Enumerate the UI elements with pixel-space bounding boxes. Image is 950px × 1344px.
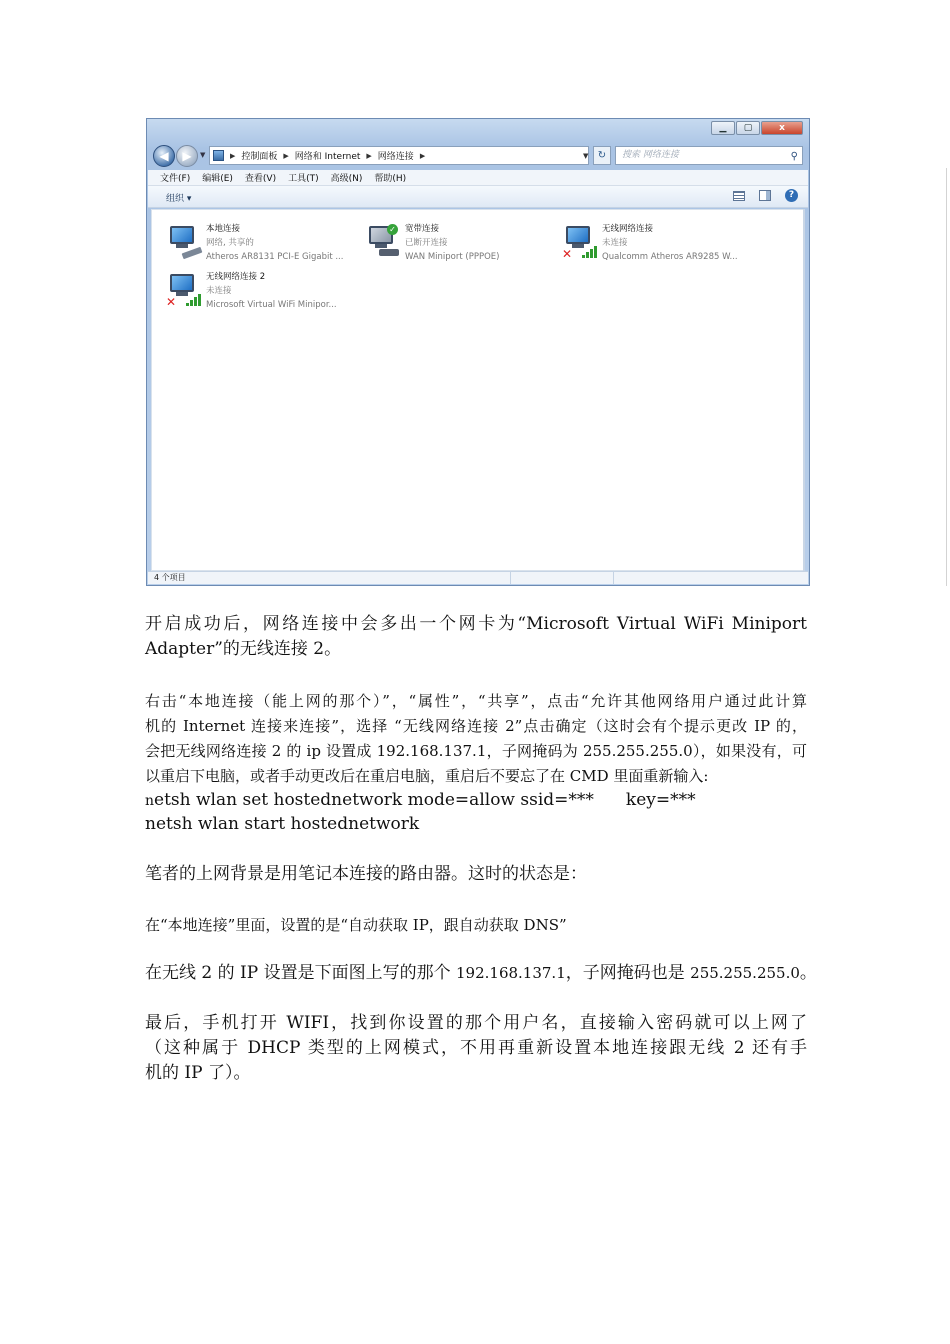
menu-bar: [148, 170, 808, 186]
preview-pane-icon[interactable]: [759, 190, 771, 201]
command-1-prefix: n: [145, 793, 155, 809]
connection-status: 网络, 共享的: [206, 238, 254, 248]
history-dropdown-icon[interactable]: ▼: [200, 151, 206, 159]
connection-name: 本地连接: [206, 224, 241, 234]
wireless-adapter-icon: [166, 272, 202, 308]
paragraph-6-line-1: 最后，手机打开 WIFI，找到你设置的那个用户名，直接输入密码就可以上网了: [145, 1013, 807, 1033]
address-dropdown-icon[interactable]: ▼: [583, 152, 589, 160]
status-bar: [148, 571, 808, 584]
connection-device: Microsoft Virtual WiFi Minipor...: [206, 300, 337, 310]
minimize-button[interactable]: ▁: [711, 121, 735, 135]
paragraph-6-line-3: 机的 IP 了）。: [145, 1063, 251, 1083]
maximize-button[interactable]: ▢: [736, 121, 760, 135]
page-edge-line: [946, 168, 947, 586]
paragraph-6-line-2: （这种属于 DHCP 类型的上网模式，不用再重新设置本地连接跟无线 2 还有手: [145, 1038, 807, 1058]
menu-advanced[interactable]: 高级(N): [330, 174, 363, 184]
connection-device: WAN Miniport (PPPOE): [405, 252, 500, 262]
paragraph-1-line-2: Adapter”的无线连接 2。: [145, 639, 342, 659]
control-panel-icon: [213, 150, 224, 161]
connection-name: 宽带连接: [405, 224, 440, 234]
paragraph-2-line-4: 以重启下电脑，或者手动更改后在重启电脑，重启后不要忘了在 CMD 里面重新输入:: [145, 767, 709, 785]
close-button[interactable]: x: [761, 121, 803, 135]
connection-item-wireless[interactable]: [562, 222, 752, 270]
chevron-right-icon: ▶: [366, 151, 372, 160]
search-icon[interactable]: ⚲: [790, 151, 798, 162]
signal-bars-icon: [582, 246, 598, 258]
connection-item-broadband[interactable]: [365, 222, 555, 270]
breadcrumb-network-connections[interactable]: 网络连接: [377, 152, 414, 162]
network-connections-window: [146, 118, 810, 586]
connection-item-wireless-2[interactable]: [166, 270, 356, 318]
window-controls: [711, 121, 803, 135]
menu-view[interactable]: 查看(V): [244, 174, 277, 184]
connection-status: 已断开连接: [405, 238, 448, 248]
back-button[interactable]: ◀: [153, 145, 175, 167]
item-count: 4 个项目: [154, 573, 186, 582]
disconnected-x-icon: ✕: [562, 247, 573, 261]
search-input[interactable]: [615, 146, 803, 165]
command-line-1: [145, 788, 807, 814]
signal-bars-icon: [186, 294, 202, 306]
paragraph-3: 笔者的上网背景是用笔记本连接的路由器。这时的状态是：: [145, 864, 587, 884]
connection-status: 未连接: [206, 286, 232, 296]
paragraph-1-line-1: 开启成功后，网络连接中会多出一个网卡为“Microsoft Virtual WiFi Miniport: [145, 614, 807, 634]
broadband-icon: [365, 224, 401, 260]
address-row: [153, 145, 803, 167]
subnet-mask: 255.255.255.0: [690, 964, 800, 982]
connection-device: Atheros AR8131 PCI-E Gigabit ...: [206, 252, 344, 262]
paragraph-5-b: ，子网掩码也是: [565, 963, 691, 983]
command-1-key: key=***: [625, 790, 696, 810]
connection-device: Qualcomm Atheros AR9285 W...: [602, 252, 738, 262]
chevron-right-icon: ▶: [283, 151, 289, 160]
connection-name: 无线网络连接 2: [206, 272, 266, 282]
connection-name: 无线网络连接: [602, 224, 654, 234]
chevron-right-icon: ▶: [419, 151, 426, 160]
address-bar[interactable]: [209, 146, 589, 165]
refresh-button[interactable]: ↻: [593, 146, 611, 165]
paragraph-2-line-2: 机的 Internet 连接来连接”，选择 “无线网络连接 2”点击确定（这时会有个提示更改 IP 的，: [145, 717, 807, 735]
paragraph-5-end: 。: [799, 963, 817, 983]
wireless-adapter-icon: [562, 224, 598, 260]
search-placeholder: 搜索 网络连接: [622, 150, 679, 160]
connections-list: [151, 209, 805, 571]
change-view-icon[interactable]: [733, 191, 745, 201]
disconnected-x-icon: ✕: [166, 295, 177, 309]
command-1-body: etsh wlan set hostednetwork mode=allow ssid=***: [154, 790, 594, 810]
scrollbar[interactable]: [803, 209, 805, 571]
wireless-ip: 192.168.137.1: [456, 964, 566, 982]
menu-help[interactable]: 帮助(H): [374, 174, 407, 184]
help-icon[interactable]: ?: [785, 189, 798, 202]
toolbar-icons: [733, 189, 798, 202]
paragraph-2-line-3: 会把无线网络连接 2 的 ip 设置成 192.168.137.1，子网掩码为 255.255.255.0），如果没有，可: [145, 742, 807, 760]
connected-check-icon: ✓: [387, 224, 398, 235]
breadcrumb-network-internet[interactable]: 网络和 Internet: [294, 152, 361, 162]
organize-button[interactable]: 组织 ▾: [166, 194, 192, 204]
paragraph-5-a: 在无线 2 的 IP 设置是下面图上写的那个: [145, 963, 456, 983]
connection-item-local[interactable]: [166, 222, 356, 270]
forward-button[interactable]: ▶: [176, 145, 198, 167]
paragraph-4: 在“本地连接”里面，设置的是“自动获取 IP，跟自动获取 DNS”: [145, 916, 567, 934]
network-adapter-icon: [166, 224, 202, 260]
menu-tools[interactable]: 工具(T): [288, 174, 319, 184]
paragraph-5: [145, 961, 817, 986]
command-line-2: netsh wlan start hostednetwork: [145, 814, 420, 834]
breadcrumb-control-panel[interactable]: 控制面板: [241, 152, 278, 162]
chevron-right-icon: ▶: [230, 151, 236, 160]
connection-status: 未连接: [602, 238, 628, 248]
menu-edit[interactable]: 编辑(E): [202, 174, 233, 184]
paragraph-2-line-1: 右击“本地连接（能上网的那个）”，“属性”，“共享”，点击“允许其他网络用户通过此计算: [145, 692, 807, 710]
command-bar: [148, 186, 808, 208]
menu-file[interactable]: 文件(F): [160, 174, 191, 184]
